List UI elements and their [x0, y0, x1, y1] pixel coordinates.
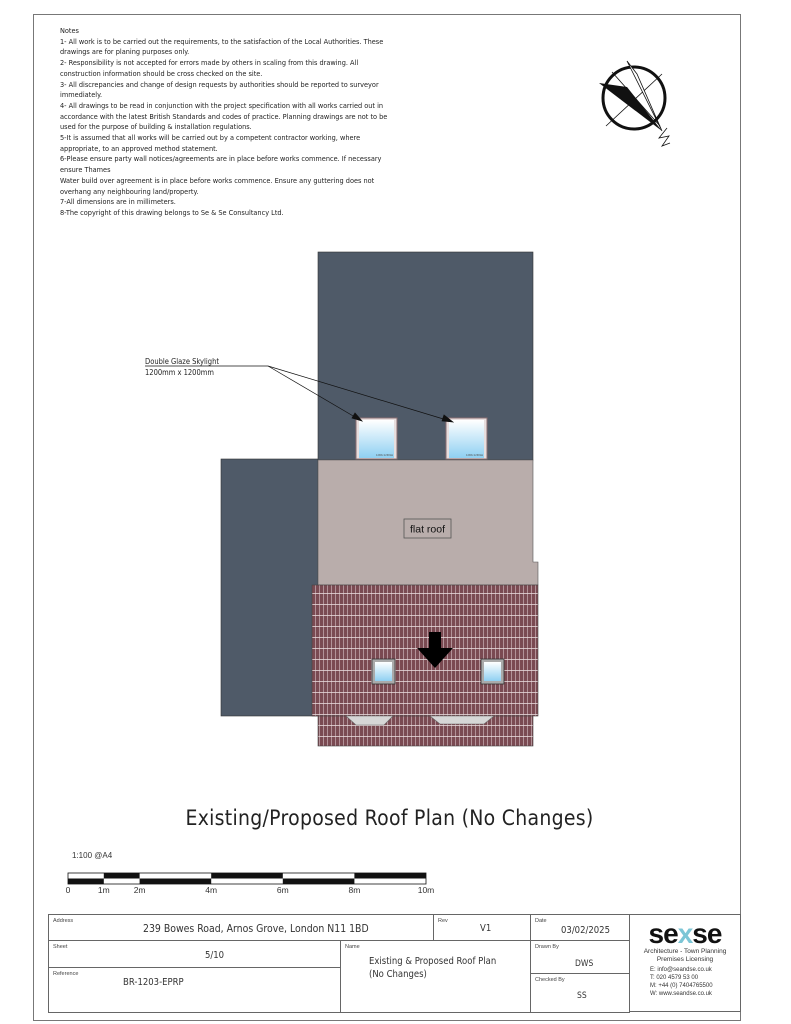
scale-bar — [68, 873, 426, 884]
scale-tick-label: 6m — [276, 885, 289, 895]
note-line: 6-Please ensure party wall notices/agreements are in place before works commence. If necessary — [60, 154, 382, 164]
note-line: 1- All work is to be carried out the requirements, to the satisfaction of the Local Authorities. These — [60, 36, 384, 46]
scale-bar-segment — [283, 879, 355, 885]
flat-roof-label: flat roof — [409, 523, 446, 536]
address-label: Address — [53, 918, 74, 924]
scale-tick-label: 8m — [348, 885, 361, 895]
scale-tick-label: 2m — [133, 885, 146, 895]
note-line: ensure Thames — [60, 165, 111, 175]
note-line: immediately. — [60, 90, 103, 100]
roof-window — [481, 659, 504, 684]
note-line: 4- All drawings to be read in conjunction with the project specification with all works carried out in — [60, 100, 384, 110]
skylight-callout-label: Double Glaze Skylight — [145, 357, 220, 366]
rev-value: V1 — [480, 923, 492, 934]
name-label: Name — [345, 944, 360, 950]
name-line2: (No Changes) — [369, 969, 427, 980]
sheet-value: 5/10 — [205, 950, 225, 961]
notes-heading: Notes — [60, 26, 79, 35]
drawing-title: Existing/Proposed Roof Plan (No Changes) — [185, 806, 594, 830]
name-line1: Existing & Proposed Roof Plan — [369, 956, 497, 967]
scale-tick-label: 4m — [205, 885, 218, 895]
note-line: overhang any neighbouring land/property. — [60, 186, 199, 196]
front-tiled-roof — [318, 716, 533, 746]
roof-window — [372, 659, 395, 684]
drawn-by-value: DWS — [575, 959, 594, 969]
checked-by-label: Checked By — [535, 977, 565, 983]
scale-tick-label: 0 — [65, 885, 71, 895]
skylight-callout-size: 1200mm x 1200mm — [145, 368, 214, 377]
note-line: 3- All discrepancies and change of design requests by authorities should be reported to surveyor — [60, 79, 379, 89]
scale-tick-label: 10m — [417, 885, 435, 895]
note-line: 5-It is assumed that all works will be carried out by a competent contractor working, where — [60, 133, 361, 143]
company-email: E: info@seandse.co.uk — [650, 967, 712, 973]
note-line: appropriate, to an approved method statement. — [60, 143, 218, 153]
scale-bar-segment — [211, 873, 283, 879]
note-line: Water build over agreement is in place before works commence. Ensure any guttering does not — [60, 175, 375, 185]
skylight-size-tag: 1200x1200mm — [375, 454, 393, 457]
scale-bar-segment — [68, 879, 104, 885]
scale-bar-segment — [104, 873, 140, 879]
company-tagline-1: Architecture - Town Planning — [643, 948, 727, 955]
note-line: used for the purpose of building & installation regulations. — [60, 122, 252, 132]
reference-cell — [48, 967, 341, 1013]
company-website: W: www.seandse.co.uk — [650, 991, 712, 997]
address-cell — [48, 914, 434, 941]
north-arrow-icon — [599, 61, 670, 146]
company-logo-block — [629, 914, 741, 1012]
skylight — [356, 418, 397, 459]
rear-roof-section — [318, 252, 533, 460]
drawn-by-cell — [530, 940, 630, 974]
name-cell — [340, 940, 531, 1013]
date-label: Date — [535, 918, 547, 924]
note-line: 8-The copyright of this drawing belongs to Se & Se Consultancy Ltd. — [60, 207, 284, 217]
neighbour-roof-left — [221, 459, 318, 716]
skylight — [446, 418, 487, 459]
note-line: drawings are for planing purposes only. — [60, 47, 190, 57]
sheet-cell — [48, 940, 341, 968]
date-value: 03/02/2025 — [561, 925, 610, 936]
address-value: 239 Bowes Road, Arnos Grove, London N11 1BD — [143, 922, 369, 935]
scale-label: 1:100 @A4 — [72, 851, 113, 860]
sheet-label: Sheet — [53, 944, 68, 950]
checked-by-cell — [530, 973, 630, 1013]
company-logo: sexse — [648, 918, 722, 949]
note-line: 2- Responsibility is not accepted for errors made by others in scaling from this drawing. All — [60, 58, 359, 68]
drawn-by-label: Drawn By — [535, 944, 559, 950]
rev-label: Rev — [438, 918, 448, 924]
checked-by-value: SS — [577, 991, 587, 1001]
scale-tick-label: 1m — [97, 885, 110, 895]
bay-window-right — [430, 716, 494, 724]
reference-value: BR-1203-EPRP — [123, 977, 184, 988]
note-line: 7-All dimensions are in millimeters. — [60, 197, 176, 207]
company-phone: T: 020 4579 53 00 — [650, 975, 699, 981]
reference-label: Reference — [53, 971, 79, 977]
note-line: accordance with the latest British Standards and codes of practice. Planning drawings are not to be — [60, 111, 388, 121]
note-line: construction information should be cross checked on the site. — [60, 68, 263, 78]
skylight-size-tag: 1200x1200mm — [465, 454, 483, 457]
company-mobile: M: +44 (0) 7404765500 — [650, 983, 713, 989]
rev-cell — [433, 914, 531, 941]
scale-bar-segment — [140, 879, 212, 885]
date-cell — [530, 914, 630, 941]
scale-bar-segment — [354, 873, 426, 879]
company-tagline-2: Premises Licensing — [656, 956, 714, 963]
